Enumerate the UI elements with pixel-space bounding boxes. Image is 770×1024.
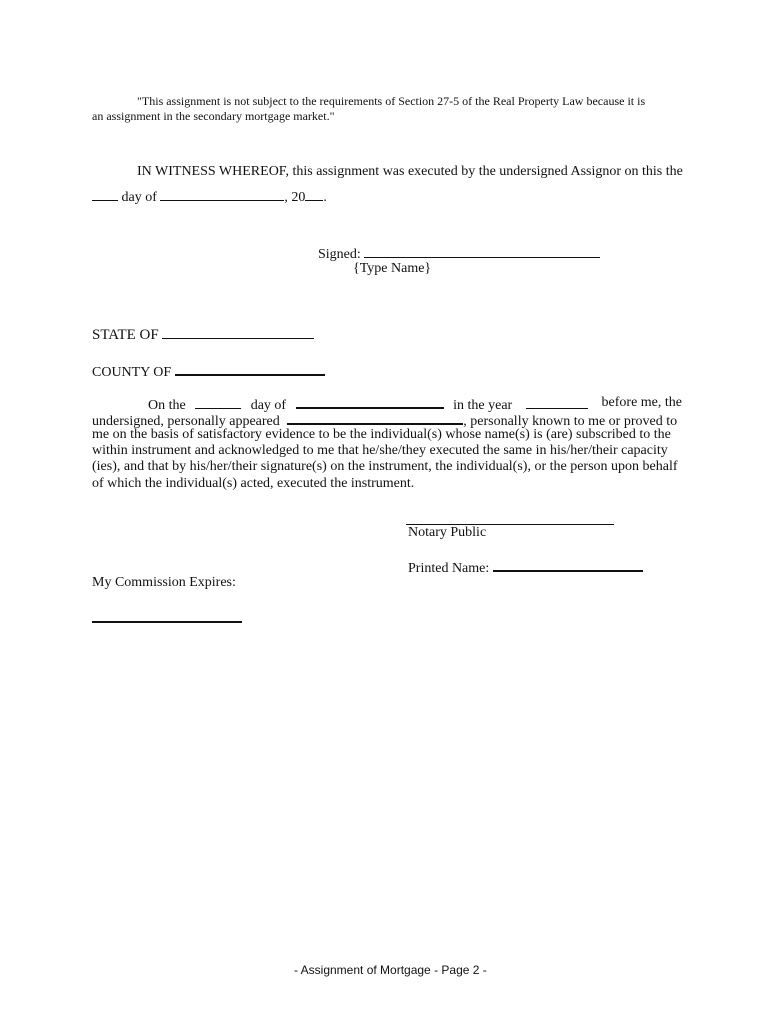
state-label: STATE OF bbox=[92, 327, 159, 343]
ack-line-3: me on the basis of satisfactory evidence to be the individual(s) whose name(s) is (are) subscribed to the bbox=[92, 427, 671, 442]
ack-day-of: day of bbox=[250, 398, 287, 413]
ack-known: , personally known to me or proved to bbox=[463, 414, 678, 429]
ack-before-me: before me, the bbox=[601, 395, 682, 410]
commission-blank[interactable] bbox=[92, 621, 242, 623]
state-blank[interactable] bbox=[162, 326, 314, 339]
type-name: {Type Name} bbox=[353, 261, 432, 276]
ack-name-blank[interactable] bbox=[287, 411, 463, 425]
ack-line-4: within instrument and acknowledged to me that he/she/they executed the same in his/her/their capacity bbox=[92, 443, 668, 458]
witness-day-of: day of bbox=[121, 190, 157, 205]
notice-line-2: an assignment in the secondary mortgage market." bbox=[92, 109, 335, 123]
ack-month-blank[interactable] bbox=[296, 395, 444, 409]
ack-line-5: (ies), and that by his/her/their signature(s) on the instrument, the individual(s), or the person upon behalf bbox=[92, 459, 678, 474]
county-row bbox=[92, 362, 325, 381]
signature-blank[interactable] bbox=[364, 245, 600, 258]
county-label: COUNTY OF bbox=[92, 365, 172, 380]
ack-line-6: of which the individual(s) acted, executed the instrument. bbox=[92, 476, 415, 491]
signed-label: Signed: bbox=[318, 247, 361, 262]
state-row bbox=[92, 326, 314, 344]
notary-public-label: Notary Public bbox=[408, 525, 487, 540]
witness-year-suffix: . bbox=[323, 190, 327, 205]
commission-label: My Commission Expires: bbox=[92, 575, 236, 590]
month-blank[interactable] bbox=[160, 188, 284, 201]
ack-year-blank[interactable] bbox=[526, 396, 588, 409]
county-blank[interactable] bbox=[175, 362, 325, 376]
ack-on-the: On the bbox=[148, 398, 186, 413]
ack-undersigned: undersigned, personally appeared bbox=[92, 414, 280, 429]
year-blank[interactable] bbox=[305, 188, 323, 201]
day-blank[interactable] bbox=[92, 188, 118, 201]
ack-day-blank[interactable] bbox=[195, 396, 241, 409]
ack-in-the-year: in the year bbox=[453, 398, 513, 413]
printed-name-label: Printed Name: bbox=[408, 561, 490, 576]
printed-name-row bbox=[408, 558, 643, 577]
witness-line-2 bbox=[92, 188, 327, 206]
witness-year-prefix: , 20 bbox=[284, 190, 306, 205]
notice-line-1: "This assignment is not subject to the requirements of Section 27-5 of the Real Property Law because it is bbox=[137, 94, 646, 108]
page-footer: - Assignment of Mortgage - Page 2 - bbox=[294, 963, 487, 977]
witness-line-1: IN WITNESS WHEREOF, this assignment was executed by the undersigned Assignor on this the bbox=[137, 164, 683, 179]
printed-name-blank[interactable] bbox=[493, 558, 643, 572]
